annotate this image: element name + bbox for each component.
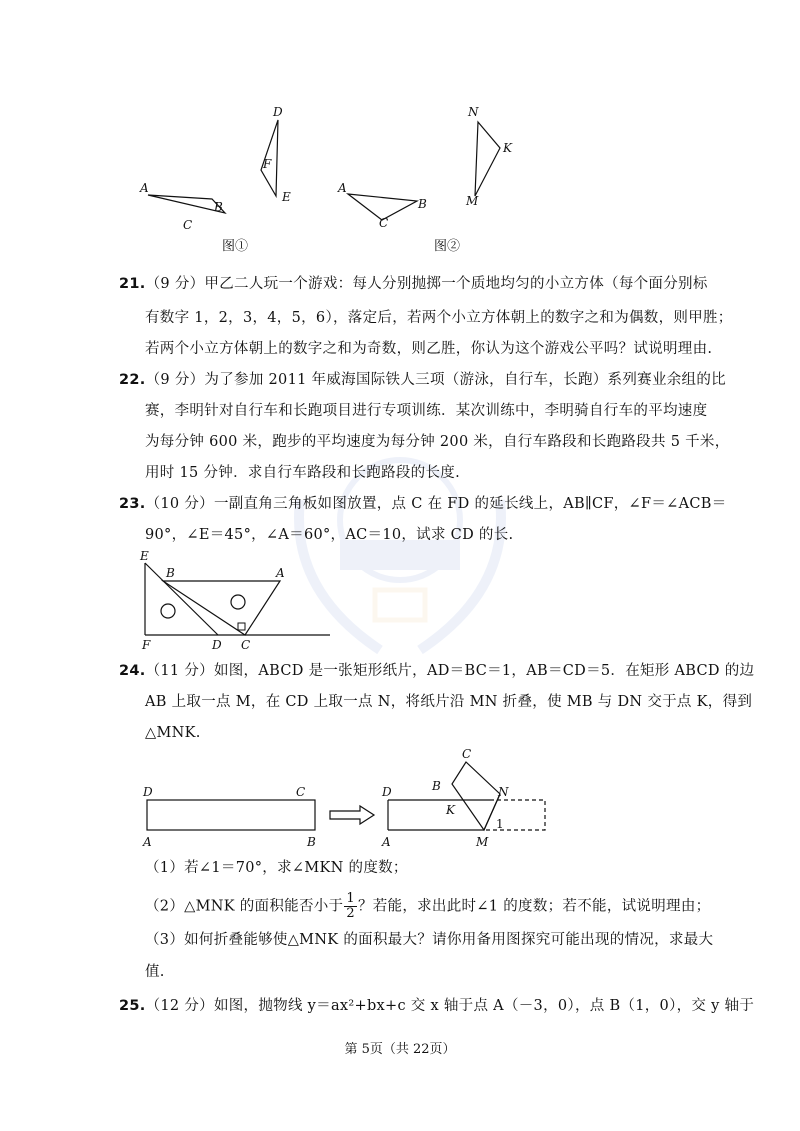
q22-line-3: 为每分钟 600 米，跑步的平均速度为每分钟 200 米，自行车路段和长跑路段共 5 千米， bbox=[145, 434, 730, 450]
q24-left-label-d: D bbox=[143, 785, 153, 799]
q25-number: 25. bbox=[119, 998, 146, 1014]
fig1-label-b: B bbox=[214, 200, 223, 214]
q22-line-4: 用时 15 分钟．求自行车路段和长跑路段的长度. bbox=[145, 465, 460, 481]
q24-right-label-n: N bbox=[498, 785, 509, 799]
q24-line-1 bbox=[119, 661, 754, 681]
fig2-caption: 图② bbox=[434, 239, 461, 254]
q24-right-label-m: M bbox=[476, 835, 489, 849]
q24-sub-2-pre: （2）△MNK 的面积能否小于 bbox=[145, 898, 344, 915]
q22-text-1: （9 分）为了参加 2011 年威海国际铁人三项（游泳，自行车，长跑）系列赛业余组的比 bbox=[145, 372, 726, 388]
q24-figure-folded bbox=[380, 748, 555, 854]
q23-figure-set-squares bbox=[130, 545, 340, 655]
fig2-label-k: K bbox=[503, 141, 512, 155]
q25-text-1: （12 分）如图，抛物线 y＝ax²+bx+c 交 x 轴于点 A（－3，0），点 B（1，0），交 y 轴于 bbox=[145, 998, 755, 1014]
q24-sub-1: （1）若∠1＝70°，求∠MKN 的度数； bbox=[145, 860, 408, 876]
q24-figure-rectangle bbox=[135, 780, 335, 852]
q23-number: 23. bbox=[119, 496, 146, 512]
fig2-label-n: N bbox=[468, 105, 479, 119]
fig2-label-b: B bbox=[418, 197, 427, 211]
fig1-label-f: F bbox=[263, 157, 272, 171]
q22-number: 22. bbox=[119, 372, 146, 388]
figure-1-triangles bbox=[130, 100, 310, 260]
q24-right-label-b: B bbox=[432, 779, 441, 793]
fraction-one-half bbox=[344, 892, 357, 921]
q23-label-e: E bbox=[140, 549, 149, 563]
q23-label-a: A bbox=[276, 566, 285, 580]
figure-2-triangles bbox=[330, 100, 530, 260]
q21-line-2: 有数字 1，2，3，4，5，6），落定后，若两个小立方体朝上的数字之和为偶数，则甲胜； bbox=[145, 310, 733, 326]
fig1-caption: 图① bbox=[222, 239, 249, 254]
q24-number: 24. bbox=[119, 663, 146, 679]
q23-line-1 bbox=[119, 494, 727, 514]
q24-line-3: △MNK. bbox=[145, 725, 201, 741]
fraction-denominator: 2 bbox=[346, 906, 355, 921]
fig1-label-e: E bbox=[282, 190, 291, 204]
q24-left-label-a: A bbox=[143, 835, 152, 849]
q25-line-1 bbox=[119, 996, 754, 1016]
q22-line-2: 赛，李明针对自行车和长跑项目进行专项训练．某次训练中，李明骑自行车的平均速度 bbox=[145, 403, 708, 419]
page-footer: 第 5页（共 22页） bbox=[344, 1042, 456, 1057]
q24-line-2: AB 上取一点 M，在 CD 上取一点 N，将纸片沿 MN 折叠，使 MB 与 DN 交于点 K，得到 bbox=[145, 694, 753, 710]
q24-left-label-b: B bbox=[307, 835, 316, 849]
q24-right-label-a: A bbox=[382, 835, 391, 849]
q23-label-c: C bbox=[241, 638, 251, 652]
q24-sub-3-line-2: 值. bbox=[145, 964, 165, 980]
fig2-label-m: M bbox=[466, 194, 479, 208]
q24-right-label-k: K bbox=[446, 803, 455, 817]
fig2-label-c: C bbox=[379, 216, 389, 230]
q21-line-3: 若两个小立方体朝上的数字之和为奇数，则乙胜，你认为这个游戏公平吗？试说明理由. bbox=[145, 341, 713, 357]
fig1-label-c: C bbox=[183, 218, 193, 232]
fraction-numerator: 1 bbox=[346, 891, 355, 906]
q24-right-label-angle-1: 1 bbox=[496, 817, 504, 831]
q24-left-label-c: C bbox=[296, 785, 306, 799]
q24-sub-2-post: ？若能，求出此时∠1 的度数；若不能，试说明理由； bbox=[357, 898, 711, 915]
q22-line-1 bbox=[119, 370, 726, 390]
q23-label-d: D bbox=[212, 638, 222, 652]
q23-label-b: B bbox=[166, 566, 175, 580]
fig2-label-a: A bbox=[338, 181, 347, 195]
q23-text-1: （10 分）一副直角三角板如图放置，点 C 在 FD 的延长线上，AB∥CF，∠F＝∠ACB＝ bbox=[145, 496, 727, 512]
q21-text-1: （9 分）甲乙二人玩一个游戏：每人分别抛掷一个质地均匀的小立方体（每个面分别标 bbox=[145, 276, 708, 292]
q21-number: 21. bbox=[119, 276, 146, 292]
fig1-label-d: D bbox=[273, 105, 283, 119]
q24-sub-3-line-1: （3）如何折叠能够使△MNK 的面积最大？请你用备用图探究可能出现的情况，求最大 bbox=[145, 932, 714, 948]
q23-line-2: 90°，∠E＝45°，∠A＝60°，AC＝10，试求 CD 的长. bbox=[145, 527, 514, 543]
fig1-label-a: A bbox=[140, 181, 149, 195]
q23-label-f: F bbox=[142, 638, 151, 652]
q24-sub-2 bbox=[145, 892, 710, 921]
q21-line-1 bbox=[119, 274, 708, 294]
q24-text-1: （11 分）如图，ABCD 是一张矩形纸片，AD＝BC＝1，AB＝CD＝5．在矩形 ABCD 的边 bbox=[145, 663, 755, 679]
q24-fold-arrow bbox=[328, 804, 378, 826]
q24-right-label-c: C bbox=[462, 748, 472, 761]
q24-right-label-d: D bbox=[382, 785, 392, 799]
